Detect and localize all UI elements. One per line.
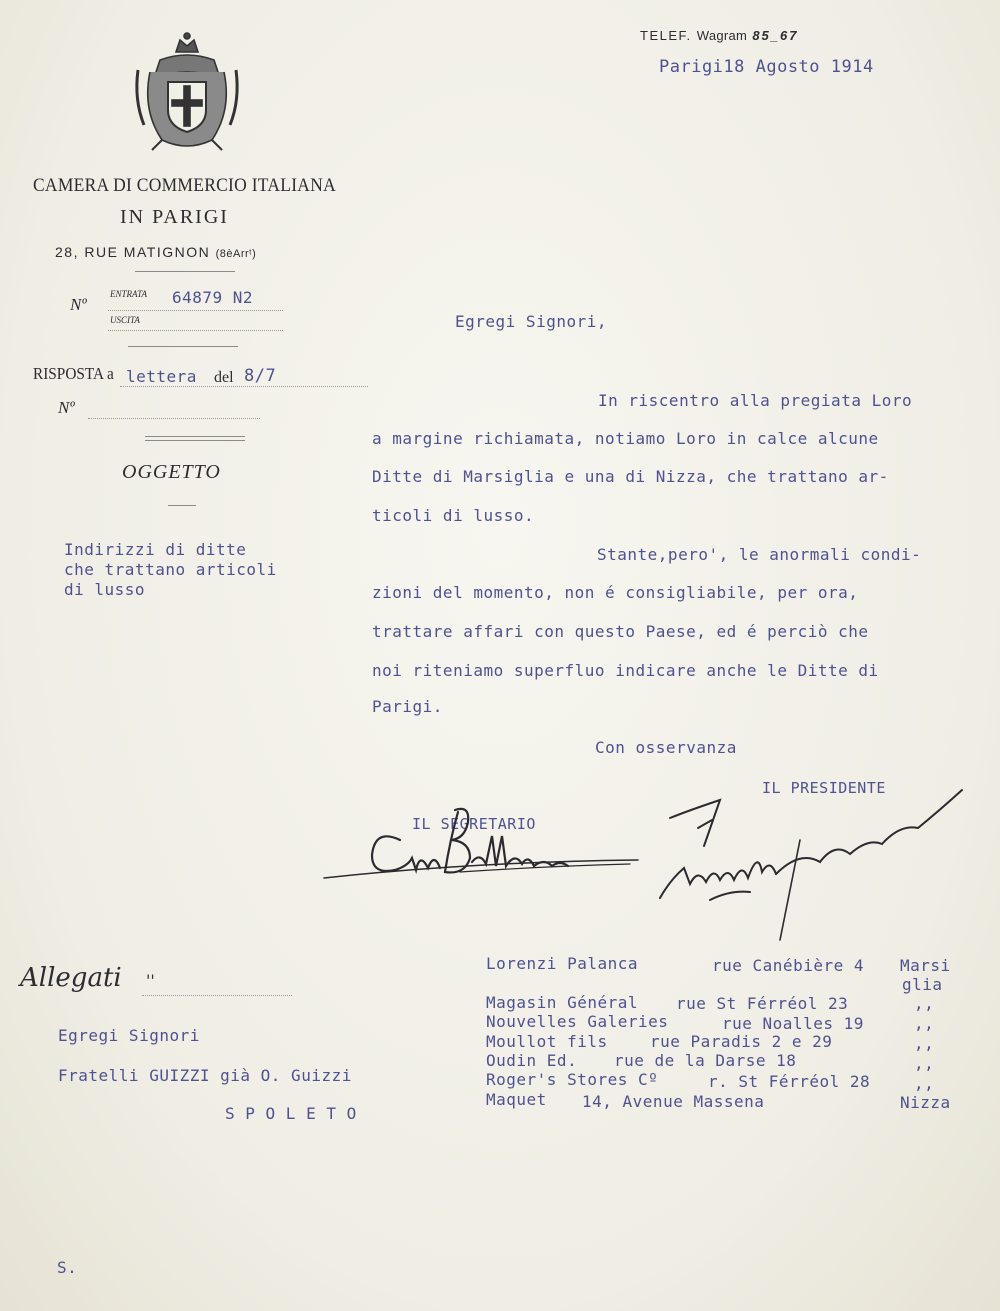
paragraph1-line-3: Ditte di Marsiglia e una di Nizza, che trattano ar- (372, 467, 889, 486)
firm-address: rue Noalles 19 (722, 1014, 864, 1033)
org-address-suffix: (8èArrᵗ) (215, 248, 257, 260)
firm-city: Nizza (900, 1093, 951, 1112)
no-symbol: Nº (70, 295, 87, 314)
no-line (88, 418, 260, 419)
oggetto-line-1: Indirizzi di ditte (64, 540, 247, 559)
firm-city: Marsi (900, 956, 951, 975)
paragraph2-line-1: Stante,pero', le anormali condi- (597, 545, 922, 564)
paragraph2-line-5: Parigi. (372, 697, 443, 716)
del-label: del (214, 369, 234, 386)
org-address (55, 244, 256, 260)
uscita-line (108, 330, 283, 331)
firm-name: Moullot fils (486, 1032, 608, 1051)
divider (168, 505, 196, 506)
allegati-text: Allegati (20, 963, 122, 993)
divider (135, 271, 235, 272)
secretary-signature-icon (320, 800, 650, 890)
org-address-street: 28, RUE MATIGNON (55, 244, 211, 260)
allegati-line (142, 995, 292, 996)
telephone-number: 85_67 (752, 28, 799, 43)
paragraph1-line-4: ticoli di lusso. (372, 506, 535, 525)
telephone (640, 28, 798, 43)
lettera-value: lettera (126, 367, 197, 386)
paragraph1-line-2: a margine richiamata, notiamo Loro in calce alcune (372, 429, 879, 448)
risposta-text: RISPOSTA a (33, 364, 114, 383)
president-label: IL PRESIDENTE (762, 779, 886, 797)
firm-address: rue St Férréol 23 (676, 994, 849, 1013)
entrata-value: 64879 N2 (172, 288, 254, 307)
recipient-line-2: Fratelli GUIZZI già O. Guizzi (58, 1066, 352, 1085)
entrata-label: ENTRATA (110, 289, 148, 299)
divider (128, 346, 238, 347)
allegati-label (20, 963, 155, 993)
firm-city: glia (902, 975, 943, 994)
firm-name: Oudin Ed. (486, 1051, 578, 1070)
del-value: 8/7 (244, 366, 277, 386)
firm-name: Nouvelles Galeries (486, 1012, 669, 1031)
risposta-line (120, 386, 368, 387)
telephone-exchange: Wagram (696, 28, 748, 43)
firm-city: ,, (914, 1014, 935, 1033)
letter-date: Parigi18 Agosto 1914 (659, 57, 874, 77)
firm-city: ,, (914, 1054, 935, 1073)
firm-name: Lorenzi Palanca (486, 954, 638, 973)
firm-city: ,, (914, 1074, 935, 1093)
firm-address: rue Paradis 2 e 29 (650, 1032, 833, 1051)
divider (145, 436, 245, 437)
paragraph2-line-4: noi riteniamo superfluo indicare anche le Ditte di (372, 661, 879, 680)
firm-name: Roger's Stores Cº (486, 1070, 659, 1089)
footer-initial: S. (57, 1258, 78, 1277)
uscita-label: USCITA (110, 315, 140, 325)
telephone-label: TELEF. (640, 28, 692, 43)
secretary-label: IL SEGRETARIO (412, 815, 536, 833)
firm-address: rue Canébière 4 (712, 956, 864, 975)
president-signature-icon (650, 780, 970, 950)
recipient-city: S P O L E T O (225, 1104, 357, 1123)
allegati-mark: '' (145, 971, 155, 990)
paragraph2-line-2: zioni del momento, non é consigliabile, per ora, (372, 583, 859, 602)
firm-name: Maquet (486, 1090, 547, 1109)
oggetto-label: OGGETTO (122, 461, 221, 483)
oggetto-line-2: che trattano articoli (64, 560, 277, 579)
firm-address: r. St Férréol 28 (708, 1072, 871, 1091)
recipient-line-1: Egregi Signori (58, 1026, 200, 1045)
firm-address: 14, Avenue Massena (582, 1092, 765, 1111)
salutation: Egregi Signori, (455, 312, 607, 331)
closing: Con osservanza (595, 738, 737, 757)
org-name: CAMERA DI COMMERCIO ITALIANA (33, 175, 337, 196)
coat-of-arms-icon (132, 30, 242, 155)
org-city: IN PARIGI (120, 206, 229, 228)
paragraph1-line-1: In riscentro alla pregiata Loro (598, 391, 913, 410)
firm-address: rue de la Darse 18 (614, 1051, 797, 1070)
firm-city: ,, (914, 1034, 935, 1053)
firm-city: ,, (914, 994, 935, 1013)
divider (145, 440, 245, 441)
entrata-line (108, 310, 283, 311)
risposta-label (33, 364, 114, 384)
firm-name: Magasin Général (486, 993, 638, 1012)
no-symbol-2: Nº (58, 398, 75, 417)
oggetto-line-3: di lusso (64, 580, 146, 599)
paragraph2-line-3: trattare affari con questo Paese, ed é perciò che (372, 622, 869, 641)
